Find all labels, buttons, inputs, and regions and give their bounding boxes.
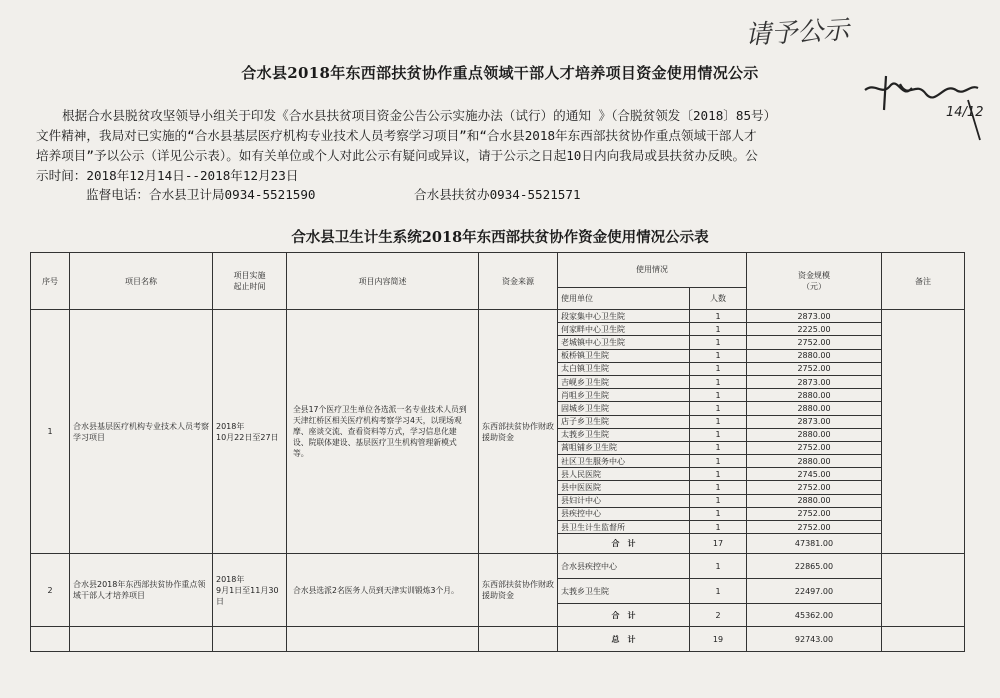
usage-amount: 2752.00 xyxy=(747,362,882,375)
project-name: 合水县2018年东西部扶贫协作重点领域干部人才培养项目 xyxy=(70,554,213,627)
subtotal-amount: 47381.00 xyxy=(747,534,882,554)
usage-unit: 吉岘乡卫生院 xyxy=(558,375,690,388)
usage-unit: 老城镇中心卫生院 xyxy=(558,336,690,349)
total-amount: 92743.00 xyxy=(747,627,882,652)
notice-line: 示时间：2018年12月14日--2018年12月23日 xyxy=(36,168,299,183)
usage-unit: 固城乡卫生院 xyxy=(558,402,690,415)
project-seq: 2 xyxy=(31,554,70,627)
usage-count: 1 xyxy=(690,521,747,534)
usage-amount: 22497.00 xyxy=(747,579,882,604)
header-amount: 资金规模 （元） xyxy=(747,253,882,310)
usage-amount: 2873.00 xyxy=(747,375,882,388)
usage-amount: 2752.00 xyxy=(747,507,882,520)
usage-unit: 太莪乡卫生院 xyxy=(558,428,690,441)
usage-count: 1 xyxy=(690,349,747,362)
usage-amount: 2752.00 xyxy=(747,441,882,454)
project-source: 东西部扶贫协作财政援助资金 xyxy=(479,310,558,554)
usage-unit: 何家畔中心卫生院 xyxy=(558,323,690,336)
usage-unit: 县中医医院 xyxy=(558,481,690,494)
header-count: 人数 xyxy=(690,287,747,309)
usage-count: 1 xyxy=(690,336,747,349)
usage-count: 1 xyxy=(690,323,747,336)
usage-count: 1 xyxy=(690,468,747,481)
usage-count: 1 xyxy=(690,554,747,579)
usage-count: 1 xyxy=(690,310,747,323)
project-name: 合水县基层医疗机构专业技术人员考察学习项目 xyxy=(70,310,213,554)
subtotal-label: 合 计 xyxy=(558,604,690,627)
usage-amount: 2880.00 xyxy=(747,455,882,468)
approval-handwriting: 请予公示 xyxy=(744,15,850,51)
header-seq: 序号 xyxy=(31,253,70,310)
usage-count: 1 xyxy=(690,375,747,388)
usage-amount: 2880.00 xyxy=(747,494,882,507)
project-2-rows xyxy=(31,554,965,627)
fund-usage-table xyxy=(30,252,965,652)
usage-count: 1 xyxy=(690,389,747,402)
usage-unit: 县人民医院 xyxy=(558,468,690,481)
project-remark xyxy=(882,310,965,554)
usage-amount: 2745.00 xyxy=(747,468,882,481)
usage-count: 1 xyxy=(690,579,747,604)
supervise-phone-poverty: 合水县扶贫办0934-5521571 xyxy=(414,187,581,202)
usage-unit: 板桥镇卫生院 xyxy=(558,349,690,362)
usage-amount: 2873.00 xyxy=(747,310,882,323)
supervise-phones xyxy=(86,184,581,203)
header-period: 项目实施 起止时间 xyxy=(213,253,287,310)
project-1-rows xyxy=(31,310,965,554)
table-title: 合水县卫生计生系统2018年东西部扶贫协作资金使用情况公示表 xyxy=(291,229,709,246)
usage-amount: 2880.00 xyxy=(747,349,882,362)
header-desc: 项目内容简述 xyxy=(287,253,479,310)
total-label: 总 计 xyxy=(558,627,690,652)
project-desc: 合水县选派2名医务人员到天津实训锻炼3个月。 xyxy=(287,554,479,627)
usage-amount: 2225.00 xyxy=(747,323,882,336)
header-unit: 使用单位 xyxy=(558,287,690,309)
usage-amount: 2880.00 xyxy=(747,402,882,415)
usage-unit: 县妇计中心 xyxy=(558,494,690,507)
usage-unit: 段家集中心卫生院 xyxy=(558,310,690,323)
project-period: 2018年 9月1日至11月30日 xyxy=(213,554,287,627)
usage-count: 1 xyxy=(690,415,747,428)
notice-line: 文件精神，我局对已实施的“合水县基层医疗机构专业技术人员考察学习项目”和“合水县2018年东西部扶贫协作重点领域干部人才 xyxy=(36,128,757,143)
table-row xyxy=(31,310,965,323)
subtotal-label: 合 计 xyxy=(558,534,690,554)
usage-count: 1 xyxy=(690,507,747,520)
header-remark: 备注 xyxy=(882,253,965,310)
usage-count: 1 xyxy=(690,402,747,415)
project-period: 2018年 10月22日至27日 xyxy=(213,310,287,554)
supervise-phone-health: 监督电话：合水县卫计局0934-5521590 xyxy=(86,187,316,202)
project-remark xyxy=(882,554,965,627)
project-source: 东西部扶贫协作财政援助资金 xyxy=(479,554,558,627)
subtotal-amount: 45362.00 xyxy=(747,604,882,627)
usage-unit: 蒿咀铺乡卫生院 xyxy=(558,441,690,454)
header-name: 项目名称 xyxy=(70,253,213,310)
usage-unit: 太白镇卫生院 xyxy=(558,362,690,375)
total-count: 19 xyxy=(690,627,747,652)
usage-amount: 2873.00 xyxy=(747,415,882,428)
project-seq: 1 xyxy=(31,310,70,554)
usage-count: 1 xyxy=(690,441,747,454)
usage-amount: 22865.00 xyxy=(747,554,882,579)
header-source: 资金来源 xyxy=(479,253,558,310)
subtotal-count: 2 xyxy=(690,604,747,627)
usage-amount: 2752.00 xyxy=(747,521,882,534)
usage-unit: 合水县疾控中心 xyxy=(558,554,690,579)
usage-count: 1 xyxy=(690,362,747,375)
notice-line: 培养项目”予以公示（详见公示表）。如有关单位或个人对此公示有疑问或异议，请于公示之日起10日内向我局或县扶贫办反映。公 xyxy=(36,148,758,163)
usage-unit: 社区卫生服务中心 xyxy=(558,455,690,468)
usage-count: 1 xyxy=(690,481,747,494)
usage-count: 1 xyxy=(690,494,747,507)
usage-count: 1 xyxy=(690,455,747,468)
usage-amount: 2880.00 xyxy=(747,389,882,402)
usage-unit: 县疾控中心 xyxy=(558,507,690,520)
header-usage: 使用情况 xyxy=(558,253,747,288)
usage-unit: 肖咀乡卫生院 xyxy=(558,389,690,402)
document-title: 合水县2018年东西部扶贫协作重点领域干部人才培养项目资金使用情况公示 xyxy=(241,64,759,82)
notice-paragraph xyxy=(36,106,966,186)
usage-unit: 县卫生计生监督所 xyxy=(558,521,690,534)
subtotal-count: 17 xyxy=(690,534,747,554)
project-desc: 全县17个医疗卫生单位各选派一名专业技术人员到天津红桥区相关医疗机构考察学习4天，以现场观摩、座谈交流、查看资料等方式，学习信息化建设、院联体建设、基层医疗卫生机构管理新模式等。 xyxy=(287,310,479,554)
usage-count: 1 xyxy=(690,428,747,441)
usage-amount: 2752.00 xyxy=(747,481,882,494)
table-row xyxy=(31,554,965,579)
usage-unit: 太莪乡卫生院 xyxy=(558,579,690,604)
date-mark: 14/12 xyxy=(946,105,984,120)
notice-line: 根据合水县脱贫攻坚领导小组关于印发《合水县扶贫项目资金公告公示实施办法（试行）的通知 》（合脱贫领发〔2018〕85号） xyxy=(62,108,777,123)
usage-amount: 2752.00 xyxy=(747,336,882,349)
usage-amount: 2880.00 xyxy=(747,428,882,441)
usage-unit: 店子乡卫生院 xyxy=(558,415,690,428)
